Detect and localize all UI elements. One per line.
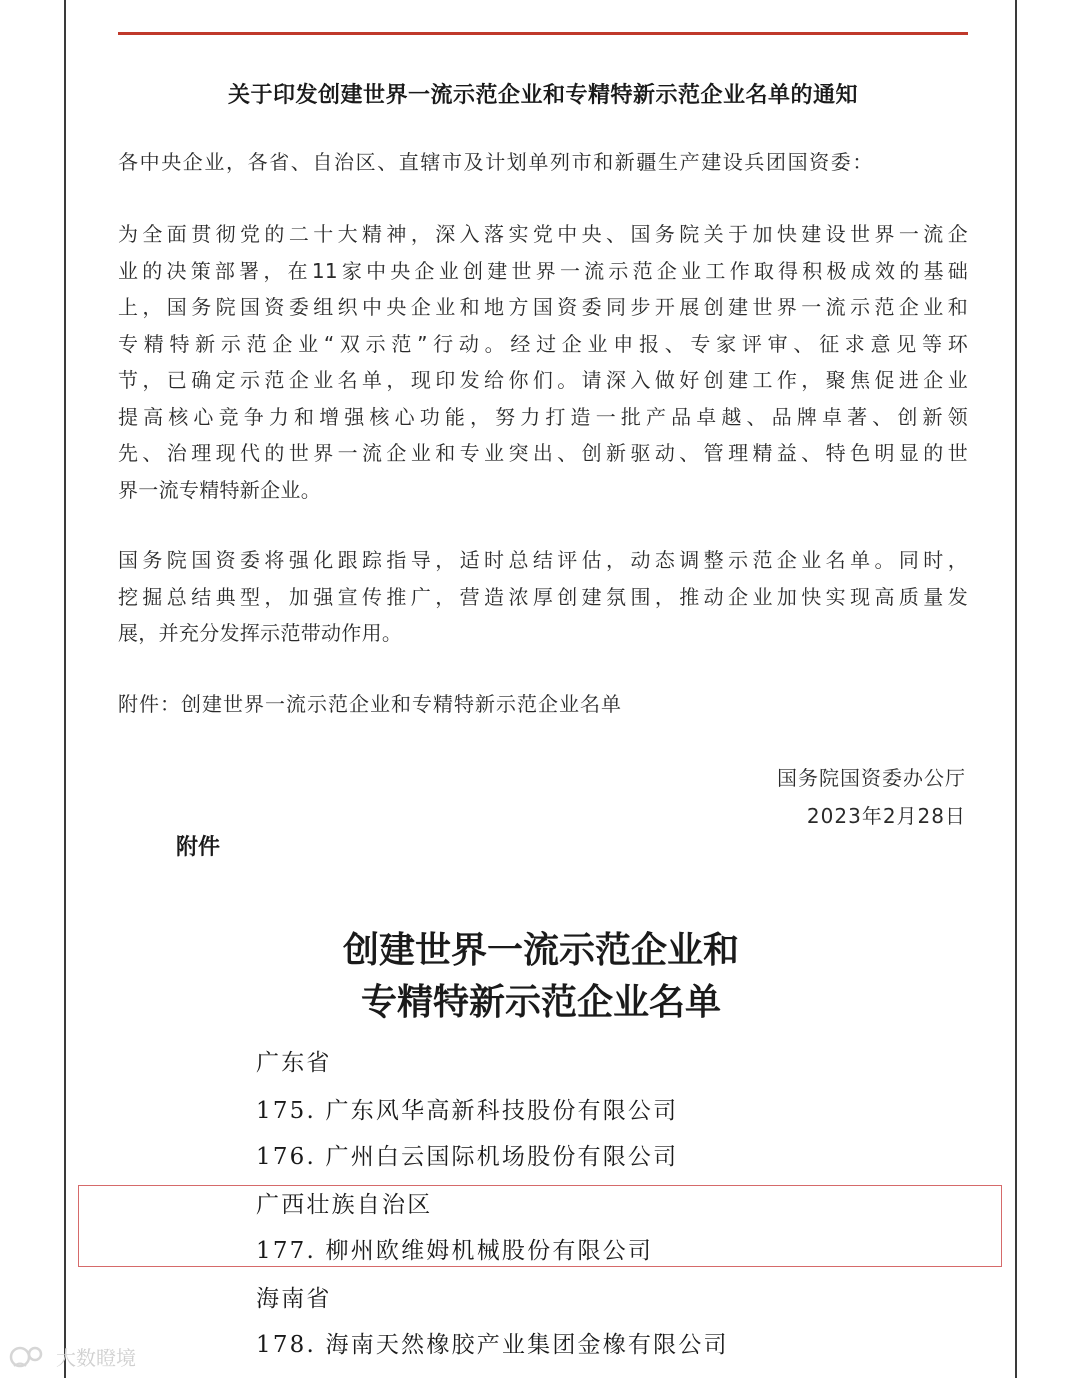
list-title-line-1: 创建世界一流示范企业和 [342,929,739,971]
document-left-border [64,0,66,1378]
paragraph-line: 专精特新示范企业“双示范”行动。经过企业申报、专家评审、征求意见等环 [118,331,968,356]
province-heading: 广东省 [256,1050,332,1076]
watermark-logo-icon [8,1344,48,1370]
province-heading: 广西壮族自治区 [256,1192,433,1218]
watermark-text: 大数瞪境 [56,1346,136,1370]
paragraph-line: 提高核心竞争力和增强核心功能，努力打造一批产品卓越、品牌卓著、创新领 [118,404,968,429]
signature-date: 2023年2月28日 [806,804,966,828]
salutation: 各中央企业，各省、自治区、直辖市及计划单列市和新疆生产建设兵团国资委： [118,150,874,174]
paragraph-line: 业的决策部署，在11家中央企业创建世界一流示范企业工作取得积极成效的基础 [118,258,968,283]
red-header-rule [118,32,968,35]
paragraph-line: 界一流专精特新企业。 [118,477,321,502]
paragraph-line: 挖掘总结典型，加强宣传推广，营造浓厚创建氛围，推动企业加快实现高质量发 [118,584,968,609]
attachment-reference: 附件：创建世界一流示范企业和专精特新示范企业名单 [118,692,622,716]
highlight-box [78,1185,1002,1267]
paragraph-line: 节，已确定示范企业名单，现印发给你们。请深入做好创建工作，聚焦促进企业 [118,368,968,392]
document-right-border [1015,0,1017,1378]
paragraph-line: 展，并充分发挥示范带动作用。 [118,621,403,645]
list-item: 178. 海南天然橡胶产业集团金橡有限公司 [256,1332,729,1358]
attachment-heading: 附件 [176,835,221,860]
list-item: 177. 柳州欧维姆机械股份有限公司 [256,1238,654,1264]
body-paragraph-2 [118,542,968,652]
paragraph-line: 为全面贯彻党的二十大精神，深入落实党中央、国务院关于加快建设世界一流企 [118,222,968,246]
notice-title: 关于印发创建世界一流示范企业和专精特新示范企业名单的通知 [227,83,858,108]
paragraph-line: 国务院国资委将强化跟踪指导，适时总结评估，动态调整示范企业名单。同时， [118,548,968,572]
province-heading: 海南省 [256,1286,332,1312]
watermark [8,1342,136,1371]
body-paragraph-1 [118,216,968,508]
signature-organization: 国务院国资委办公厅 [777,766,966,790]
list-title-line-2: 专精特新示范企业名单 [360,981,721,1023]
list-item: 175. 广东风华高新科技股份有限公司 [256,1098,679,1124]
paragraph-line: 先、治理现代的世界一流企业和专业突出、创新驱动、管理精益、特色明显的世 [118,441,968,465]
paragraph-line: 上，国务院国资委组织中央企业和地方国资委同步开展创建世界一流示范企业和 [118,295,968,319]
list-item: 176. 广州白云国际机场股份有限公司 [256,1144,679,1170]
